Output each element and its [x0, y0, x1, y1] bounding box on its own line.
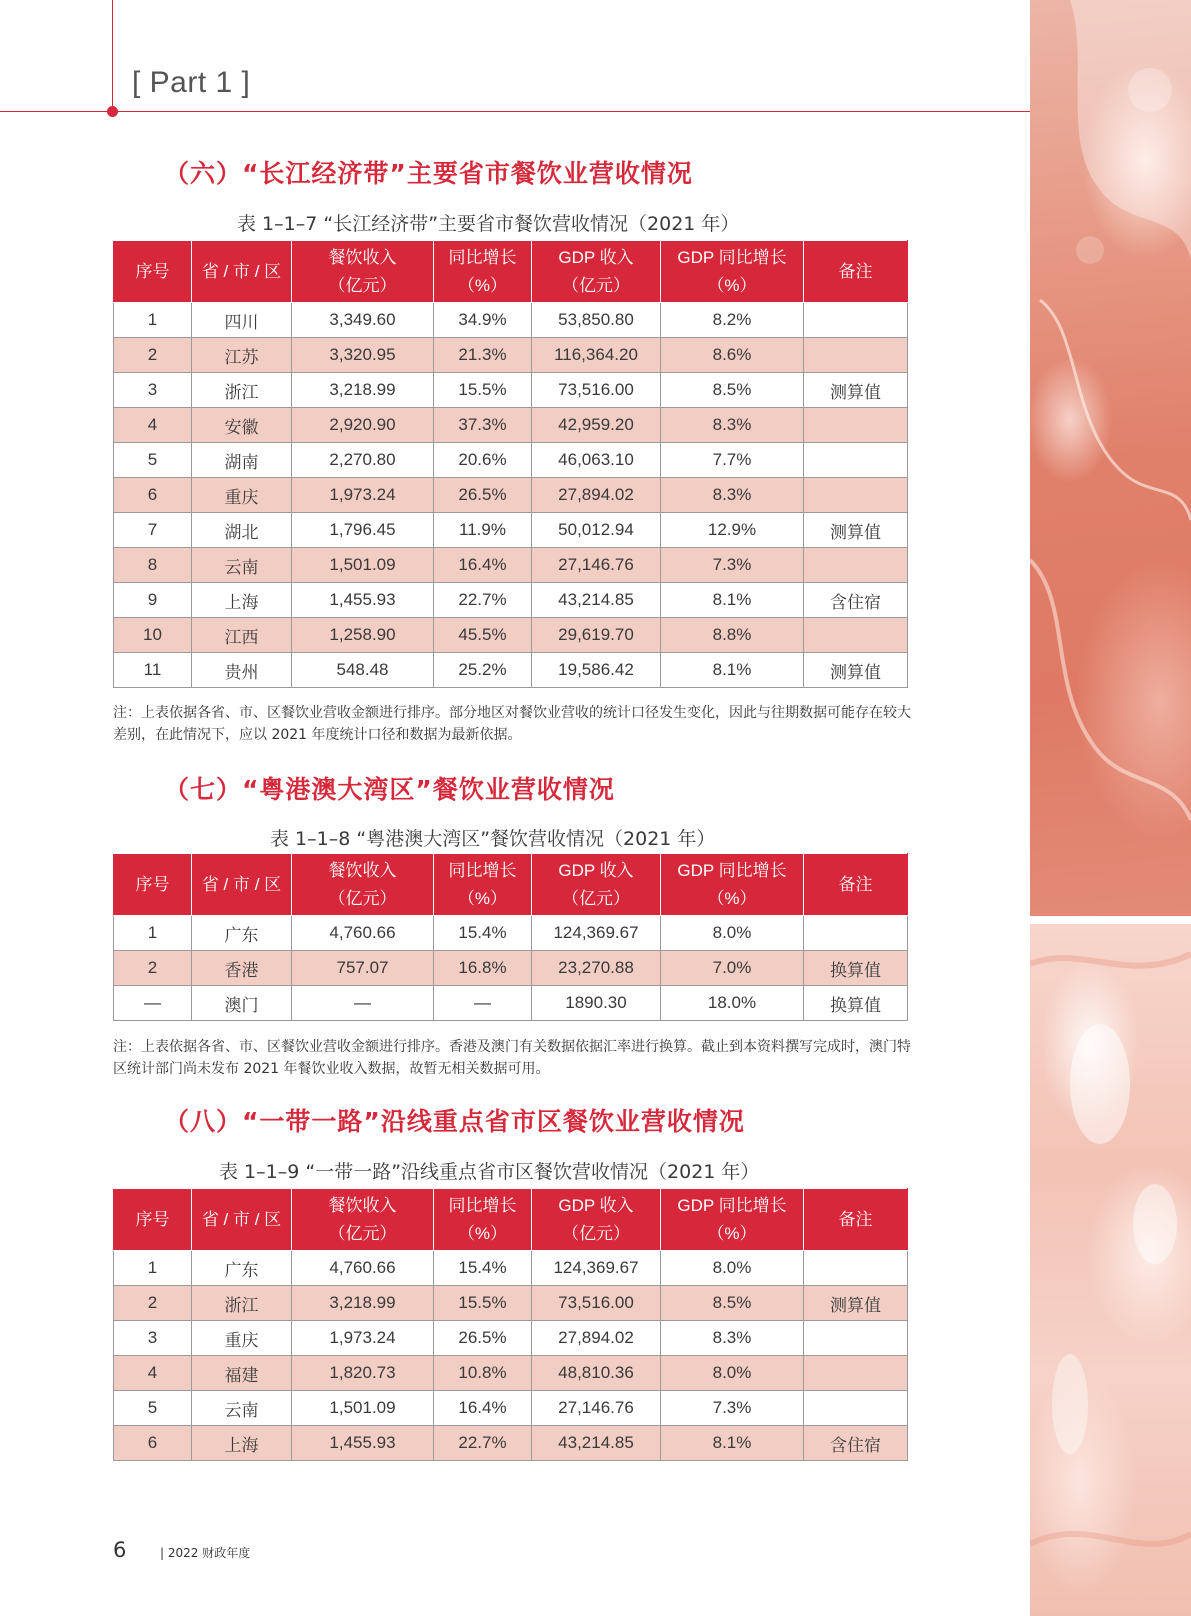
cell-remark [804, 1356, 908, 1391]
cell-index: 10 [114, 618, 192, 653]
cell-index: 1 [114, 1251, 192, 1286]
table-row [114, 618, 908, 653]
cell-gdp: 124,369.67 [532, 1251, 661, 1286]
cell-remark [804, 548, 908, 583]
cell-catering-revenue: 1,455.93 [292, 583, 434, 618]
header-gdp: GDP 收入 （亿元） [532, 854, 661, 916]
cell-catering-revenue: 4,760.66 [292, 1251, 434, 1286]
cell-catering-revenue: 2,270.80 [292, 443, 434, 478]
cell-gdp: 27,146.76 [532, 548, 661, 583]
cell-yoy-growth: 15.5% [434, 373, 532, 408]
cell-index: 5 [114, 443, 192, 478]
cell-catering-revenue: 548.48 [292, 653, 434, 688]
header-index: 序号 [114, 241, 192, 303]
cell-yoy-growth: 37.3% [434, 408, 532, 443]
cell-gdp: 27,894.02 [532, 1321, 661, 1356]
cell-remark: 测算值 [804, 653, 908, 688]
section8-heading: （八）“一带一路”沿线重点省市区餐饮业营收情况 [164, 1107, 745, 1136]
table-header-row [114, 241, 908, 303]
cell-catering-revenue: 1,501.09 [292, 548, 434, 583]
header-region: 省 / 市 / 区 [192, 241, 292, 303]
cell-index: 11 [114, 653, 192, 688]
header-gdp: GDP 收入 （亿元） [532, 241, 661, 303]
table-row [114, 373, 908, 408]
cell-index: 4 [114, 1356, 192, 1391]
cell-gdp-growth: 12.9% [661, 513, 804, 548]
header-region: 省 / 市 / 区 [192, 854, 292, 916]
cell-gdp: 27,146.76 [532, 1391, 661, 1426]
cell-region: 澳门 [192, 986, 292, 1021]
part-label: [ Part 1 ] [132, 66, 251, 99]
publication-name: | 2022 财政年度 [160, 1546, 251, 1560]
cell-gdp: 19,586.42 [532, 653, 661, 688]
table-row [114, 1251, 908, 1286]
cell-remark [804, 916, 908, 951]
header-gdp-growth: GDP 同比增长 （%） [661, 1189, 804, 1251]
table-row [114, 478, 908, 513]
cell-gdp-growth: 8.2% [661, 303, 804, 338]
cell-gdp-growth: 8.6% [661, 338, 804, 373]
table-row [114, 443, 908, 478]
table-row [114, 548, 908, 583]
cell-yoy-growth: 25.2% [434, 653, 532, 688]
table-row [114, 338, 908, 373]
cell-catering-revenue: 4,760.66 [292, 916, 434, 951]
cell-index: 2 [114, 1286, 192, 1321]
header-region: 省 / 市 / 区 [192, 1189, 292, 1251]
cell-gdp-growth: 8.3% [661, 478, 804, 513]
cell-remark: 测算值 [804, 373, 908, 408]
cell-yoy-growth: 11.9% [434, 513, 532, 548]
cell-gdp: 42,959.20 [532, 408, 661, 443]
cell-region: 安徽 [192, 408, 292, 443]
cell-catering-revenue: 1,973.24 [292, 478, 434, 513]
table-row [114, 303, 908, 338]
cell-index: 6 [114, 1426, 192, 1461]
cell-yoy-growth: 22.7% [434, 583, 532, 618]
cell-index: 7 [114, 513, 192, 548]
cell-region: 重庆 [192, 478, 292, 513]
cell-yoy-growth: 26.5% [434, 478, 532, 513]
cell-region: 浙江 [192, 1286, 292, 1321]
cell-index: 1 [114, 916, 192, 951]
table-1-1-8-caption: 表 1–1–8 “粤港澳大湾区”餐饮营收情况（2021 年） [270, 828, 716, 850]
cell-remark [804, 303, 908, 338]
cell-region: 湖南 [192, 443, 292, 478]
cell-yoy-growth: — [434, 986, 532, 1021]
cell-remark [804, 338, 908, 373]
cell-catering-revenue: 1,501.09 [292, 1391, 434, 1426]
table-1-1-7-caption: 表 1–1–7 “长江经济带”主要省市餐饮营收情况（2021 年） [237, 213, 740, 235]
cell-gdp-growth: 8.0% [661, 1251, 804, 1286]
cell-yoy-growth: 16.8% [434, 951, 532, 986]
cell-remark: 含住宿 [804, 1426, 908, 1461]
cell-catering-revenue: 2,920.90 [292, 408, 434, 443]
header-gdp-growth: GDP 同比增长 （%） [661, 854, 804, 916]
cell-gdp-growth: 8.5% [661, 1286, 804, 1321]
cell-yoy-growth: 34.9% [434, 303, 532, 338]
cell-remark [804, 1321, 908, 1356]
cell-remark [804, 408, 908, 443]
cell-catering-revenue: 3,349.60 [292, 303, 434, 338]
cell-remark: 测算值 [804, 513, 908, 548]
cell-gdp-growth: 8.1% [661, 653, 804, 688]
cell-yoy-growth: 21.3% [434, 338, 532, 373]
cell-gdp: 48,810.36 [532, 1356, 661, 1391]
table-row [114, 408, 908, 443]
table-1-1-9-caption: 表 1–1–9 “一带一路”沿线重点省市区餐饮营收情况（2021 年） [219, 1161, 760, 1183]
decorative-photo-bottom [1030, 924, 1191, 1616]
table-header-row [114, 854, 908, 916]
table-1-1-8 [113, 853, 908, 1021]
page-number: 6 [113, 1538, 127, 1562]
cell-region: 贵州 [192, 653, 292, 688]
cell-index: 3 [114, 373, 192, 408]
cell-yoy-growth: 45.5% [434, 618, 532, 653]
header-index: 序号 [114, 1189, 192, 1251]
cell-remark: 测算值 [804, 1286, 908, 1321]
table-row [114, 1426, 908, 1461]
cell-remark [804, 478, 908, 513]
cell-region: 浙江 [192, 373, 292, 408]
header-remark: 备注 [804, 854, 908, 916]
cell-region: 广东 [192, 916, 292, 951]
table-1-1-7 [113, 240, 908, 688]
header-yoy-growth: 同比增长 （%） [434, 1189, 532, 1251]
cell-region: 云南 [192, 1391, 292, 1426]
header-remark: 备注 [804, 1189, 908, 1251]
cell-index: 2 [114, 951, 192, 986]
cell-yoy-growth: 16.4% [434, 1391, 532, 1426]
table-row [114, 1356, 908, 1391]
cell-gdp-growth: 8.0% [661, 1356, 804, 1391]
table-1-1-9 [113, 1188, 908, 1461]
table-row [114, 1391, 908, 1426]
header-catering-revenue: 餐饮收入 （亿元） [292, 1189, 434, 1251]
cell-gdp: 43,214.85 [532, 1426, 661, 1461]
cell-catering-revenue: 1,820.73 [292, 1356, 434, 1391]
cell-region: 江苏 [192, 338, 292, 373]
cell-index: 6 [114, 478, 192, 513]
cell-remark [804, 618, 908, 653]
cell-yoy-growth: 26.5% [434, 1321, 532, 1356]
cell-catering-revenue: 1,258.90 [292, 618, 434, 653]
header-yoy-growth: 同比增长 （%） [434, 854, 532, 916]
header-catering-revenue: 餐饮收入 （亿元） [292, 241, 434, 303]
cell-yoy-growth: 15.4% [434, 916, 532, 951]
cell-gdp: 23,270.88 [532, 951, 661, 986]
cell-gdp: 46,063.10 [532, 443, 661, 478]
cell-index: 5 [114, 1391, 192, 1426]
cell-index: 2 [114, 338, 192, 373]
cell-region: 福建 [192, 1356, 292, 1391]
cell-gdp-growth: 8.1% [661, 1426, 804, 1461]
cell-catering-revenue: 1,796.45 [292, 513, 434, 548]
header-remark: 备注 [804, 241, 908, 303]
cell-gdp-growth: 7.0% [661, 951, 804, 986]
cell-index: 8 [114, 548, 192, 583]
header-gdp-growth: GDP 同比增长 （%） [661, 241, 804, 303]
section6-heading: （六）“长江经济带”主要省市餐饮业营收情况 [164, 159, 693, 188]
header-horizontal-rule [0, 111, 1030, 112]
cell-region: 湖北 [192, 513, 292, 548]
table-row [114, 1286, 908, 1321]
cell-gdp: 53,850.80 [532, 303, 661, 338]
cell-index: 4 [114, 408, 192, 443]
cell-gdp-growth: 18.0% [661, 986, 804, 1021]
cell-yoy-growth: 16.4% [434, 548, 532, 583]
cell-region: 重庆 [192, 1321, 292, 1356]
cell-region: 上海 [192, 1426, 292, 1461]
cell-gdp: 116,364.20 [532, 338, 661, 373]
cell-index: 1 [114, 303, 192, 338]
cell-catering-revenue: — [292, 986, 434, 1021]
table-row [114, 583, 908, 618]
cell-catering-revenue: 757.07 [292, 951, 434, 986]
cell-index: 9 [114, 583, 192, 618]
decorative-photo-top [1030, 0, 1191, 916]
header-catering-revenue: 餐饮收入 （亿元） [292, 854, 434, 916]
cell-gdp-growth: 8.1% [661, 583, 804, 618]
cell-yoy-growth: 22.7% [434, 1426, 532, 1461]
section7-note: 注：上表依据各省、市、区餐饮业营收金额进行排序。香港及澳门有关数据依据汇率进行换算。截止到本资料撰写完成时，澳门特区统计部门尚未发布 2021 年餐饮业收入数据，故暂无相关数据可用。 [113, 1039, 911, 1077]
cell-region: 云南 [192, 548, 292, 583]
cell-yoy-growth: 15.5% [434, 1286, 532, 1321]
cell-catering-revenue: 3,218.99 [292, 1286, 434, 1321]
cell-index: — [114, 986, 192, 1021]
cell-gdp: 1890.30 [532, 986, 661, 1021]
table-row [114, 513, 908, 548]
cell-gdp: 73,516.00 [532, 1286, 661, 1321]
cell-catering-revenue: 1,973.24 [292, 1321, 434, 1356]
cell-index: 3 [114, 1321, 192, 1356]
cell-gdp: 50,012.94 [532, 513, 661, 548]
header-vertical-rule [112, 0, 113, 112]
cell-gdp-growth: 7.7% [661, 443, 804, 478]
table-header-row [114, 1189, 908, 1251]
cell-yoy-growth: 15.4% [434, 1251, 532, 1286]
cell-yoy-growth: 10.8% [434, 1356, 532, 1391]
cell-remark [804, 1391, 908, 1426]
cell-gdp: 124,369.67 [532, 916, 661, 951]
table-row [114, 653, 908, 688]
section7-heading: （七）“粤港澳大湾区”餐饮业营收情况 [164, 775, 615, 804]
cell-region: 广东 [192, 1251, 292, 1286]
cell-gdp-growth: 7.3% [661, 548, 804, 583]
table-row [114, 916, 908, 951]
cell-gdp-growth: 7.3% [661, 1391, 804, 1426]
cell-remark: 换算值 [804, 986, 908, 1021]
cell-region: 四川 [192, 303, 292, 338]
cell-gdp: 73,516.00 [532, 373, 661, 408]
cell-catering-revenue: 3,218.99 [292, 373, 434, 408]
table-row [114, 951, 908, 986]
cell-gdp-growth: 8.5% [661, 373, 804, 408]
cell-gdp: 29,619.70 [532, 618, 661, 653]
cell-gdp-growth: 8.3% [661, 408, 804, 443]
cell-gdp: 27,894.02 [532, 478, 661, 513]
table-row [114, 986, 908, 1021]
header-gdp: GDP 收入 （亿元） [532, 1189, 661, 1251]
cell-gdp: 43,214.85 [532, 583, 661, 618]
cell-catering-revenue: 1,455.93 [292, 1426, 434, 1461]
cell-region: 江西 [192, 618, 292, 653]
cell-yoy-growth: 20.6% [434, 443, 532, 478]
header-yoy-growth: 同比增长 （%） [434, 241, 532, 303]
cell-catering-revenue: 3,320.95 [292, 338, 434, 373]
cell-remark [804, 443, 908, 478]
cell-region: 上海 [192, 583, 292, 618]
cell-remark [804, 1251, 908, 1286]
cell-gdp-growth: 8.8% [661, 618, 804, 653]
cell-region: 香港 [192, 951, 292, 986]
cell-gdp-growth: 8.0% [661, 916, 804, 951]
section6-note: 注：上表依据各省、市、区餐饮业营收金额进行排序。部分地区对餐饮业营收的统计口径发生变化，因此与往期数据可能存在较大差别，在此情况下，应以 2021 年度统计口径和数据为最新依据。 [113, 705, 911, 743]
header-index: 序号 [114, 854, 192, 916]
table-row [114, 1321, 908, 1356]
cell-remark: 含住宿 [804, 583, 908, 618]
cell-remark: 换算值 [804, 951, 908, 986]
cell-gdp-growth: 8.3% [661, 1321, 804, 1356]
header-rule-dot [107, 106, 118, 117]
